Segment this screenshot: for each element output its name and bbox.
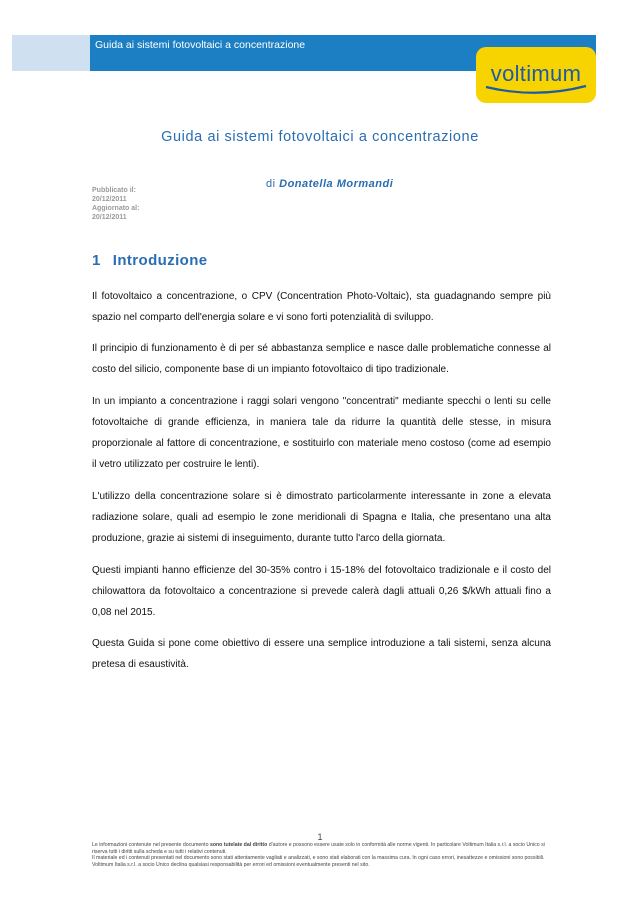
header-side-band	[12, 35, 90, 71]
disclaimer-line-1	[92, 842, 552, 855]
disclaimer-line-2: Il materiale ed i contenuti presentati nel documento sono stati attentamente vagliati e analizzati, e sono stati elaborati con la massima cura. In ogni caso errori, inesattezze e omissioni sono possibili. Voltimum Italia s.r.l. a socio Unico declina qualsiasi responsabilità per errori ed omissioni eventualmente presenti nel sito.	[92, 855, 545, 868]
byline	[266, 178, 393, 190]
paragraph: In un impianto a concentrazione i raggi solari vengono "concentrati" mediante specchi o lenti su celle fotovoltaiche di grande efficienza, in maniera tale da ridurre la quantità delle stesse, in misura proporzionale al fattore di concentrazione, e sostituirlo con materiale meno costoso (come ad esempio il vetro utilizzato per costruire le lenti).	[92, 396, 551, 470]
section-body	[92, 286, 551, 675]
byline-prefix: di	[266, 178, 276, 190]
section-heading	[92, 252, 208, 269]
logo-swoosh-icon	[484, 83, 588, 97]
author-name: Donatella Mormandi	[279, 178, 394, 190]
published-label: Pubblicato il:	[92, 187, 136, 194]
paragraph: Questi impianti hanno efficienze del 30-35% contro i 15-18% del fotovoltaico tradizionale e il costo del chilowattora da fotovoltaico a concentrazione si prevede calerà dagli attuali 0,26 $/kWh attuali fino a 0,08 nel 2015.	[92, 565, 551, 618]
disclaimer-text: Le informazioni contenute nel presente documento	[92, 842, 210, 848]
paragraph: L'utilizzo della concentrazione solare si è dimostrato particolarmente interessante in zone a elevata radiazione solare, quali ad esempio le zone meridionali di Spagna e Italia, che presentano una alta produzione, grazie ai sistemi di inseguimento, durante tutto l'arco della giornata.	[92, 491, 551, 544]
updated-date: 20/12/2011	[92, 214, 127, 221]
footer-disclaimer	[92, 842, 552, 868]
document-title: Guida ai sistemi fotovoltaici a concentrazione	[161, 129, 479, 145]
logo-wordmark: voltimum	[490, 61, 582, 86]
running-title: Guida ai sistemi fotovoltaici a concentrazione	[95, 39, 306, 51]
paragraph: Il principio di funzionamento è di per sé abbastanza semplice e nasce dalle problematiche connesse al costo del silicio, componente base di un impianto fotovoltaico di tipo tradizionale.	[92, 343, 551, 375]
publication-meta	[92, 186, 139, 222]
disclaimer-text: d'autore e possono essere usate solo in conformità alle norme vigenti. In particolare Voltimum Italia s.r.l. a socio Unico si riserva tutti i diritti sulla scheda e su tutti i relativi contenuti.	[92, 842, 545, 855]
paragraph: Questa Guida si pone come obiettivo di essere una semplice introduzione a tali sistemi, senza alcuna pretesa di esaustività.	[92, 638, 551, 670]
updated-label: Aggiornato al:	[92, 205, 140, 212]
published-date: 20/12/2011	[92, 196, 127, 203]
voltimum-logo	[476, 47, 596, 103]
paragraph: Il fotovoltaico a concentrazione, o CPV (Concentration Photo-Voltaic), sta guadagnando sempre più spazio nel comparto dell'energia solare e vi sono forti potenzialità di sviluppo.	[92, 291, 551, 323]
page-number: 1	[317, 832, 323, 842]
section-title: Introduzione	[112, 252, 208, 269]
section-number: 1	[92, 252, 101, 269]
disclaimer-emphasis: sono tutelate dal diritto	[209, 842, 268, 848]
